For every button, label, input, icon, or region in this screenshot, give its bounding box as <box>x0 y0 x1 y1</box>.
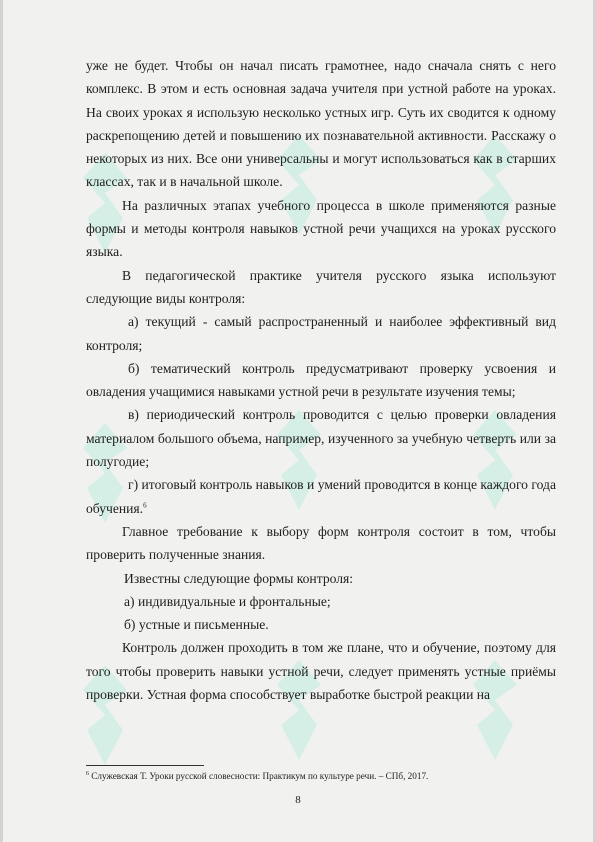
paragraph: уже не будет. Чтобы он начал писать грамотнее, надо сначала снять с него комплекс. В этом и есть основная задача учителя при устной работе на уроках. На своих уроках я использую несколько устных игр. Суть их сводится к одному раскрепощению детей и повышению их познавательной активности. Расскажу о некоторых из них. Все они универсальны и могут использоваться как в старших классах, так и в начальной школе. <box>86 58 556 190</box>
footnote-divider <box>86 765 204 766</box>
page-number: 8 <box>295 794 301 806</box>
document-page <box>3 0 593 842</box>
paragraph: Контроль должен проходить в том же плане, что и обучение, поэтому для того чтобы проверить навыки устной речи, следует применять устные приёмы проверки. Устная форма способствует выработке быстрой реакции на <box>86 640 556 703</box>
list-item: а) текущий - самый распространенный и наиболее эффективный вид контроля; <box>86 314 556 353</box>
footnote-text: Служевская Т. Уроки русской словесности: Практикум по культуре речи. – СПб, 2017. <box>91 771 429 781</box>
body-text <box>86 54 556 706</box>
paragraph: Известны следующие формы контроля: <box>124 570 354 586</box>
paragraph: В педагогической практике учителя русского языка используют следующие виды контроля: <box>86 267 556 306</box>
list-item: в) периодический контроль проводится с целью проверки овладения материалом большого объема, например, изученного за учебную четверть или за полугодие; <box>86 407 556 470</box>
list-item: а) индивидуальные и фронтальные; <box>124 593 331 609</box>
paragraph: Главное требование к выбору форм контроля состоит в том, чтобы проверить полученные знания. <box>86 523 556 563</box>
paragraph-text: г) итоговый контроль навыков и умений проводится в конце каждого года обучения. <box>86 477 556 516</box>
list-item: б) тематический контроль предусматривают проверку усвоения и овладения учащимися навыками устной речи в результате изучения темы; <box>86 360 556 400</box>
footnote <box>86 771 556 781</box>
list-item: б) устные и письменные. <box>124 617 269 633</box>
paragraph: На различных этапах учебного процесса в школе применяются разные формы и методы контроля навыков устной речи учащихся на уроках русского языка. <box>86 197 556 260</box>
footnote-ref[interactable]: 6 <box>143 501 147 510</box>
list-item <box>86 473 556 520</box>
footnote-number: 6 <box>86 770 89 777</box>
